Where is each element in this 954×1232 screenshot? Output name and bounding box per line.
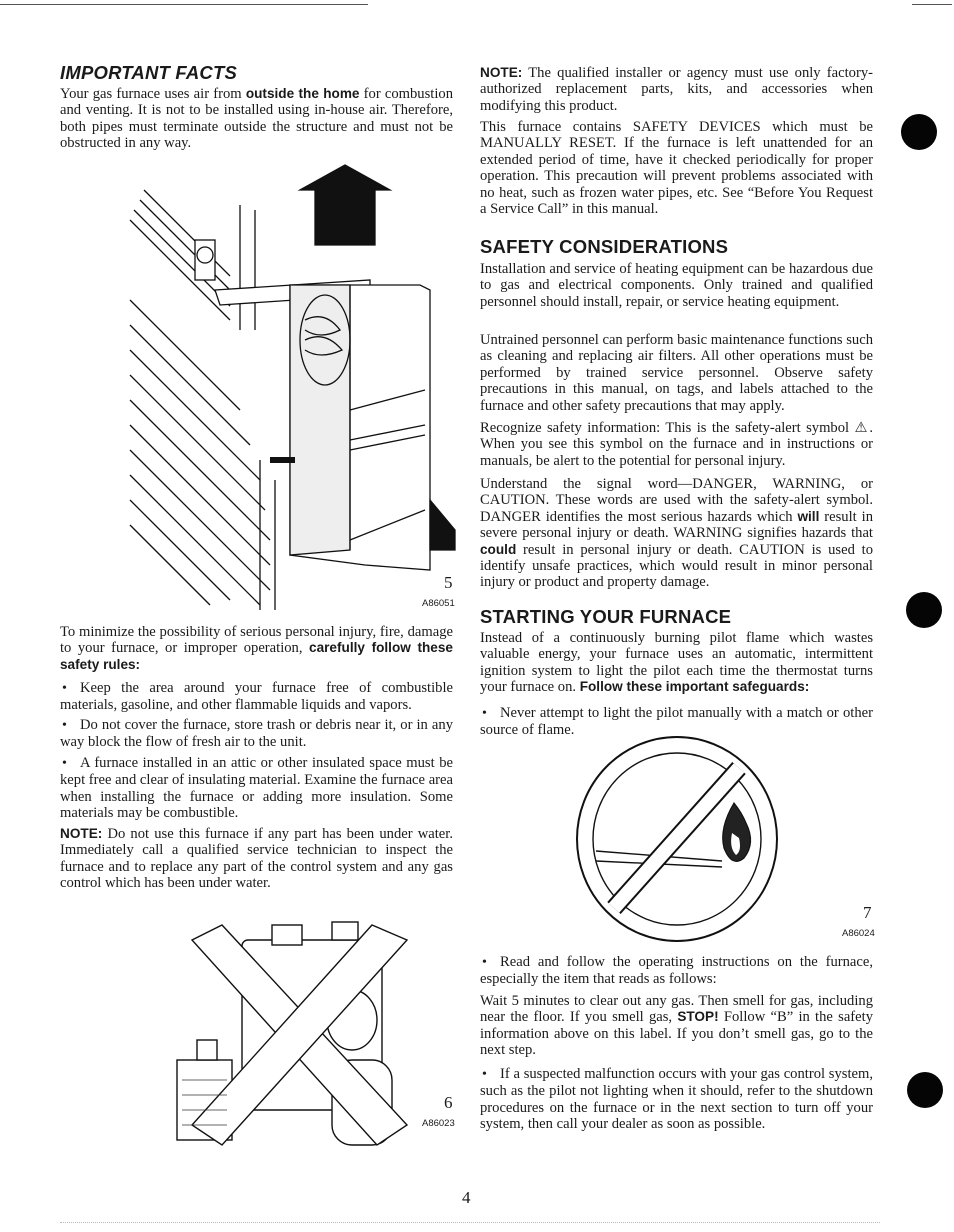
safety-rules-intro (60, 624, 453, 673)
signal-text-c: result in personal injury or death. CAUTION is used to identify unsafe practices, which would result in minor personal injury or product and property damage. (480, 541, 873, 591)
signal-text-b: result in severe personal injury or death. WARNING signifies hazards that (480, 508, 874, 542)
wait-text: Wait 5 minutes to clear out any gas. Then smell for gas, including near the floor. If you smell gas, (480, 993, 873, 1026)
alert-text: Recognize safety information: This is the safety-alert symbol (480, 420, 855, 436)
page-number: 4 (462, 1188, 471, 1207)
intro-text-end: for combustion and venting. It is not to be installed using in-house air. Therefore, both pipes must terminate outside the structure and must not be obstructed in any way. (60, 86, 453, 152)
safety-bullet-2: • Do not cover the furnace, store trash or debris near it, or in any way block the flow of fresh air to the unit. (60, 717, 453, 751)
figure-5-number: 5 (444, 573, 453, 592)
safety-considerations-p2: Untrained personnel can perform basic maintenance functions such as cleaning and replacing air filters. All other operations must be performed by trained service personnel. Observe safety precautions in this manual, on tags, and labels attached to the furnace and other safety precautions that may apply. (480, 332, 873, 414)
safety-considerations-p4 (480, 476, 873, 591)
safeguards-bold: Follow these important safeguards: (579, 679, 810, 695)
starting-bullet-3: • If a suspected malfunction occurs with your gas control system, such as the pilot not lighting when it should, refer to the shutdown procedures on the furnace or in the next section to turn off your system, then call your dealer as soon as possible. (480, 1066, 873, 1133)
signal-will: will (797, 508, 820, 524)
figure-7-number: 7 (863, 903, 872, 922)
safety-bullet-1: • Keep the area around your furnace free of combustible materials, gasoline, and other flammable liquids and vapors. (60, 680, 453, 714)
safety-bullet-3: • A furnace installed in an attic or other insulated space must be kept free and clear of insulating material. Examine the furnace area when installing the furnace or adding more insulation. Some materials may be combustible. (60, 755, 453, 822)
punch-hole-middle (906, 592, 942, 628)
intro-paragraph (60, 86, 453, 152)
safety-alert-icon: ⚠ (854, 420, 870, 436)
bottom-scan-marks (60, 1222, 880, 1225)
starting-furnace-heading: STARTING YOUR FURNACE (480, 606, 732, 627)
punch-hole-top (901, 114, 937, 150)
figure-6-code: A86023 (422, 1118, 455, 1129)
alert-text-end: . When you see this symbol on the furnace and in instructions or manuals, be alert to the potential for personal injury. (480, 420, 873, 469)
safety-intro-text: To minimize the possibility of serious personal injury, fire, damage to your furnace, or improper operation, (60, 624, 453, 657)
starting-paragraph (480, 630, 873, 696)
safety-considerations-p1: Installation and service of heating equipment can be hazardous due to gas and electrical components. Only trained and qualified personnel should install, repair, or service heating equipment. (480, 261, 873, 310)
furnace-illustration (120, 160, 465, 615)
safety-devices-paragraph: This furnace contains SAFETY DEVICES which must be MANUALLY RESET. If the furnace is left unattended for an extended period of time, have it checked periodically for proper operation. This precaution will prevent problems associated with no heat, such as frozen water pipes, etc. See “Before You Request a Service Call” in this manual. (480, 119, 873, 218)
parts-note-text: The qualified installer or agency must use only factory-authorized replacement parts, kits, and accessories when modifying this product. (480, 65, 873, 114)
stop-bold: STOP! (677, 1009, 719, 1025)
flammable-containers-crossed-illustration (172, 920, 412, 1150)
important-facts-heading: IMPORTANT FACTS (60, 62, 238, 83)
figure-7-code: A86024 (842, 928, 875, 939)
safety-intro-bold: carefully follow these safety rules: (60, 640, 453, 672)
signal-text-a: Understand the signal word—DANGER, WARNING, or CAUTION. These words are used with the safety-alert symbol. DANGER identifies the most serious hazards which (480, 476, 873, 525)
signal-could: could (480, 541, 517, 557)
safety-considerations-heading: SAFETY CONSIDERATIONS (480, 236, 729, 257)
figure-5-code: A86051 (422, 598, 455, 609)
parts-note-label: NOTE: (480, 65, 523, 80)
wait-text-end: Follow “B” in the safety information above on this label. If you don’t smell gas, go to the next step. (480, 1009, 873, 1059)
parts-note (480, 65, 873, 114)
starting-bullet-1: • Never attempt to light the pilot manually with a match or other source of flame. (480, 705, 873, 739)
no-match-flame-illustration (574, 733, 784, 945)
figure-6-number: 6 (444, 1093, 453, 1112)
intro-bold: outside the home (245, 86, 360, 101)
intro-text: Your gas furnace uses air from (60, 86, 246, 102)
starting-bullet-2: • Read and follow the operating instructions on the furnace, especially the item that reads as follows: (480, 954, 873, 988)
safety-considerations-p3 (480, 420, 873, 469)
water-note (60, 826, 453, 892)
wait-paragraph (480, 993, 873, 1059)
top-rule (0, 4, 368, 5)
punch-hole-bottom (907, 1072, 943, 1108)
starting-text: Instead of a continuously burning pilot flame which wastes valuable energy, your furnace uses an automatic, intermittent ignition system to light the pilot each time the thermostat turns your furnace on. (480, 630, 873, 696)
note-text: Do not use this furnace if any part has been under water. Immediately call a qualified service technician to inspect the furnace and to replace any part of the control system and any gas control which has been under water. (60, 826, 453, 892)
top-rule-right (912, 4, 952, 5)
note-label: NOTE: (60, 826, 103, 841)
